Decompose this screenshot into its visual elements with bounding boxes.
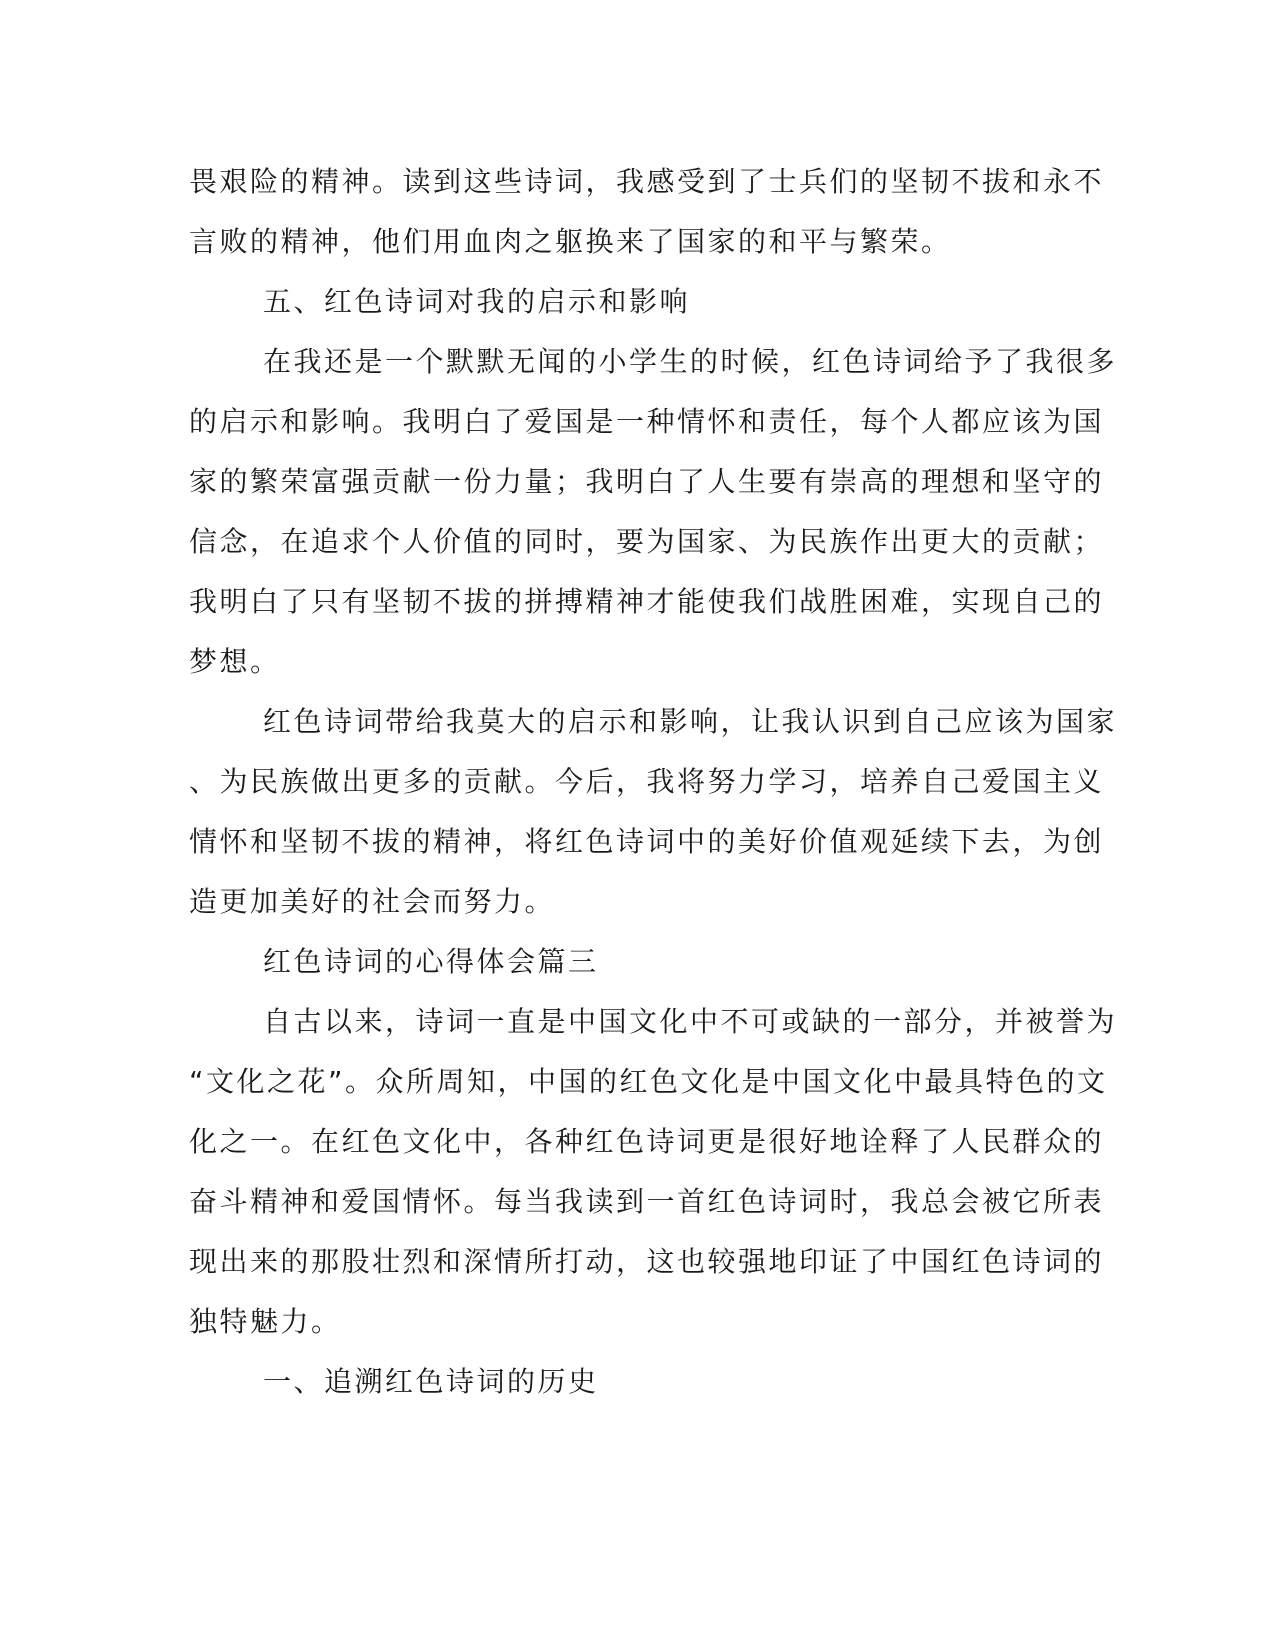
paragraph-line: “文化之花”。众所周知，中国的红色文化是中国文化中最具特色的文 — [189, 1065, 1108, 1098]
paragraph-line: 情怀和坚韧不拔的精神，将红色诗词中的美好价值观延续下去，为创 — [189, 825, 1105, 858]
paragraph-line: 奋斗精神和爱国情怀。每当我读到一首红色诗词时，我总会被它所表 — [189, 1185, 1105, 1218]
paragraph-line: 化之一。在红色文化中，各种红色诗词更是很好地诠释了人民群众的 — [189, 1125, 1105, 1158]
paragraph-line: 现出来的那股壮烈和深情所打动，这也较强地印证了中国红色诗词的 — [189, 1245, 1105, 1278]
paragraph-line: 信念，在追求个人价值的同时，要为国家、为民族作出更大的贡献； — [189, 525, 1105, 558]
chapter-title: 红色诗词的心得体会篇三 — [263, 945, 599, 978]
paragraph-line: 、为民族做出更多的贡献。今后，我将努力学习，培养自己爱国主义 — [189, 765, 1105, 798]
paragraph-line: 言败的精神，他们用血肉之躯换来了国家的和平与繁荣。 — [189, 225, 952, 258]
paragraph-line: 在我还是一个默默无闻的小学生的时候，红色诗词给予了我很多 — [263, 345, 1118, 378]
section-heading: 一、追溯红色诗词的历史 — [263, 1365, 599, 1398]
section-heading: 五、红色诗词对我的启示和影响 — [263, 285, 691, 318]
paragraph-line: 梦想。 — [189, 645, 281, 678]
paragraph-line: 畏艰险的精神。读到这些诗词，我感受到了士兵们的坚韧不拔和永不 — [189, 165, 1105, 198]
paragraph-line: 红色诗词带给我莫大的启示和影响，让我认识到自己应该为国家 — [263, 705, 1118, 738]
paragraph-line: 我明白了只有坚韧不拔的拼搏精神才能使我们战胜困难，实现自己的 — [189, 585, 1105, 618]
paragraph-line: 造更加美好的社会而努力。 — [189, 885, 556, 918]
paragraph-line: 的启示和影响。我明白了爱国是一种情怀和责任，每个人都应该为国 — [189, 405, 1105, 438]
paragraph-line: 家的繁荣富强贡献一份力量；我明白了人生要有崇高的理想和坚守的 — [189, 465, 1105, 498]
paragraph-line: 独特魅力。 — [189, 1305, 342, 1338]
paragraph-line: 自古以来，诗词一直是中国文化中不可或缺的一部分，并被誉为 — [263, 1005, 1118, 1038]
